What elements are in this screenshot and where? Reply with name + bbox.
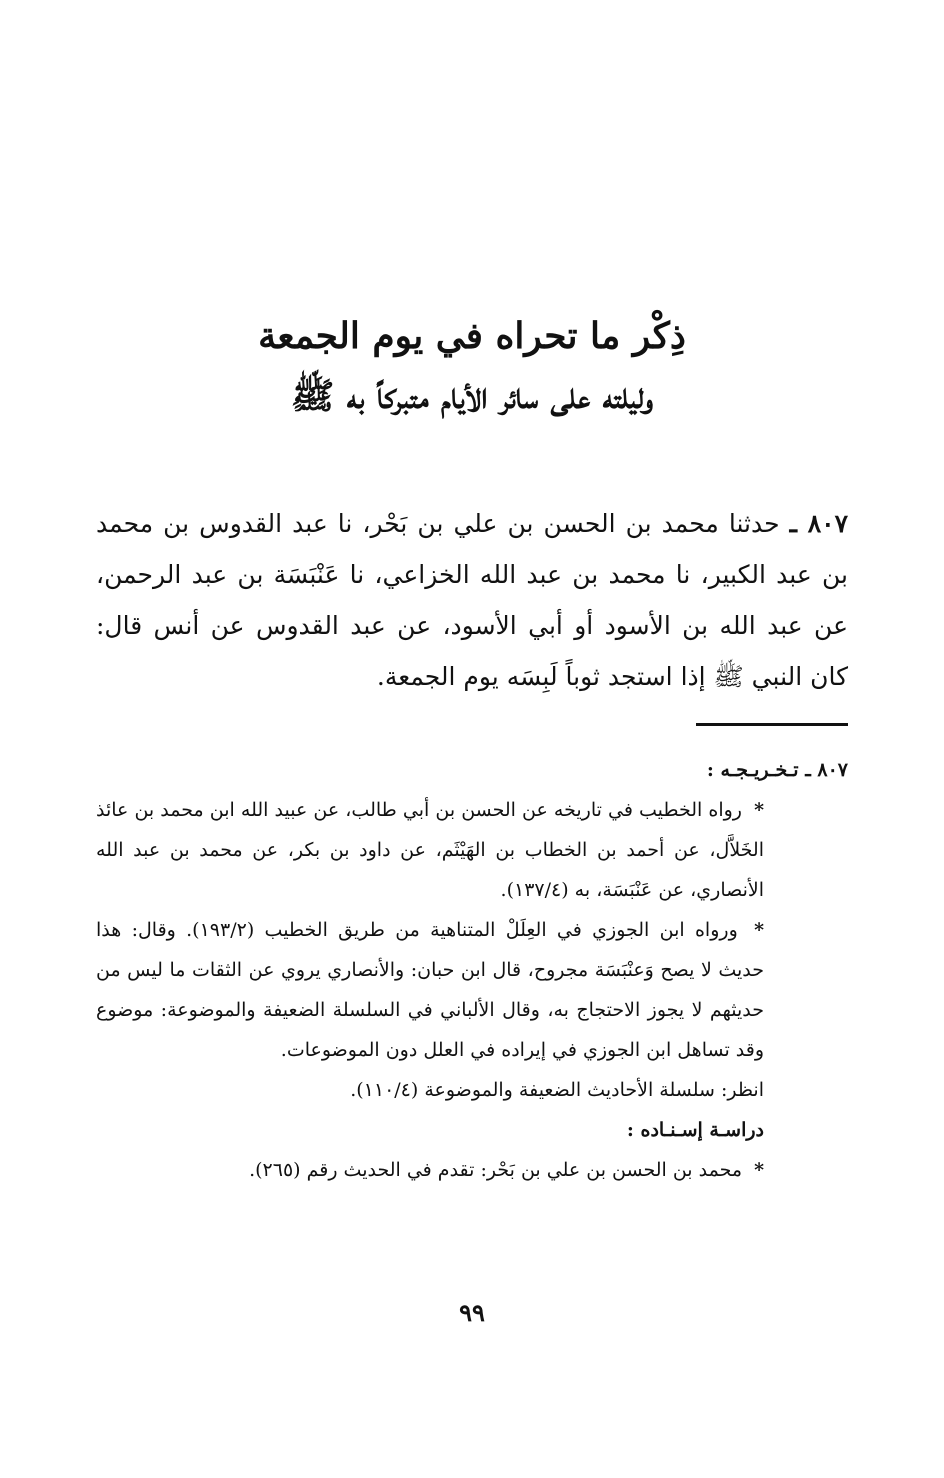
isnad-study-item xyxy=(96,1150,848,1190)
takhrij-text-2: ورواه ابن الجوزي في العِلَلْ المتناهية من طريق الخطيب (١٩٣/٢). وقال: هذا حديث لا يصح وَعنْبَسَة مجروح، قال ابن حبان: والأنصاري يروي عن الثقات ما ليس من حديثهم لا يجوز الاحتجاج به، وقال الألباني في السلسلة الضعيفة والموضوعة: موضوع وقد تساهل ابن الجوزي في إيراده في العلل دون الموضوعات. xyxy=(96,919,764,1061)
takhrij-paragraph-1 xyxy=(96,790,848,910)
footnotes xyxy=(96,750,848,1190)
takhrij-paragraph-2 xyxy=(96,910,848,1070)
page-number: ٩٩ xyxy=(459,1298,485,1327)
chapter-heading-line-2: وليلته على سائر الأيام متبركاً به ﷺ xyxy=(290,375,654,417)
isnad-study-heading: دراسـة إسـنـاده : xyxy=(626,1119,764,1141)
isnad-study-text: محمد بن الحسن بن علي بن بَحْر: تقدم في الحديث رقم (٢٦٥). xyxy=(249,1159,743,1181)
chapter-heading xyxy=(0,306,944,426)
footnote-divider xyxy=(696,723,848,726)
hadith-text: حدثنا محمد بن الحسن بن علي بن بَحْر، نا عبد القدوس بن محمد بن عبد الكبير، نا محمد بن عبد الله الخزاعي، نا عَنْبَسَة بن عبد الرحمن، عن عبد الله بن الأسود أو أبي الأسود، عن عبد القدوس عن أنس قال: كان النبي ﷺ إذا استجد ثوباً لَبِسَه يوم الجمعة. xyxy=(96,509,848,691)
hadith-paragraph xyxy=(96,498,848,702)
bullet-star: * xyxy=(754,799,764,821)
bullet-star: * xyxy=(754,1159,764,1181)
reference-line: انظر: سلسلة الأحاديث الضعيفة والموضوعة (١١٠/٤). xyxy=(350,1079,764,1101)
takhrij-heading: ٨٠٧ ـ تـخـريـجـه : xyxy=(706,759,848,781)
bullet-star: * xyxy=(754,919,764,941)
chapter-heading-line-1: ذِكْر ما تحراه في يوم الجمعة xyxy=(258,315,686,357)
hadith-body xyxy=(96,498,848,702)
takhrij-text-1: رواه الخطيب في تاريخه عن الحسن بن أبي طالب، عن عبيد الله ابن محمد بن عائذ الخَلاَّل، عن أحمد بن الخطاب بن الهَيْثَم، عن داود بن بكر، عن محمد بن عبد الله الأنصاري، عن عَنْبَسَة، به (١٣٧/٤). xyxy=(96,799,764,901)
hadith-number: ٨٠٧ ـ xyxy=(789,509,849,538)
